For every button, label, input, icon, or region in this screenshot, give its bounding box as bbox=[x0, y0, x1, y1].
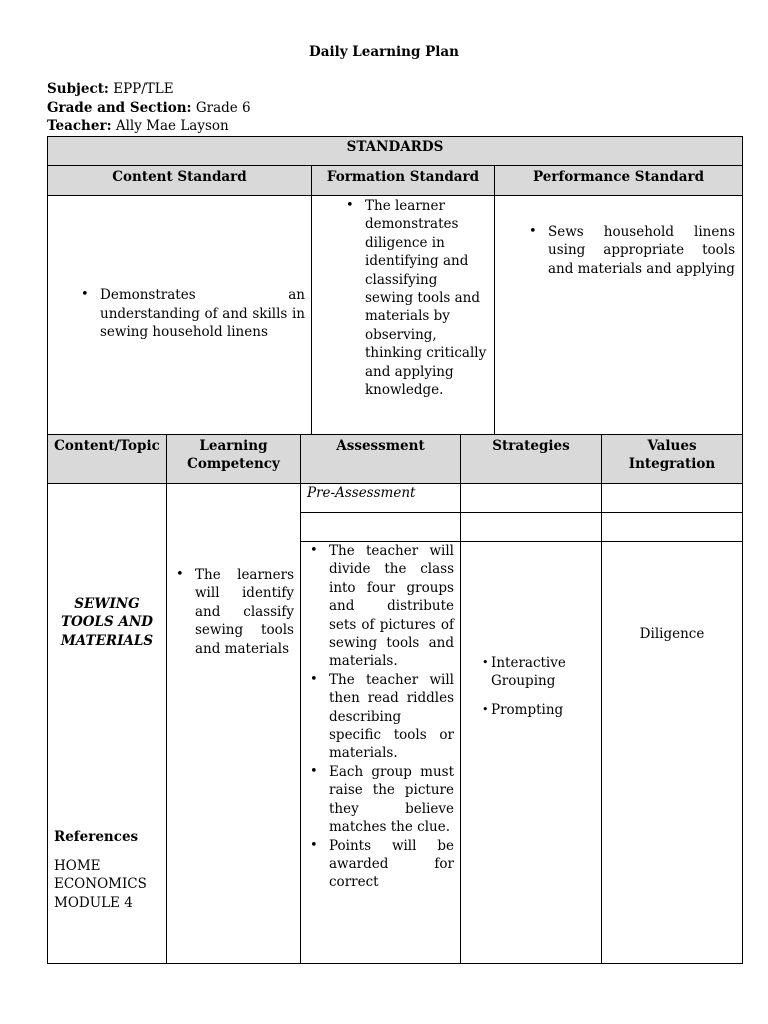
document-title: Daily Learning Plan bbox=[309, 44, 459, 60]
lesson-table bbox=[47, 434, 743, 964]
topic-text: SEWING TOOLS AND MATERIALS bbox=[60, 596, 154, 649]
strategies-empty-cell-2 bbox=[461, 513, 602, 542]
references-label: References bbox=[54, 829, 139, 845]
standards-heading: STANDARDS bbox=[48, 137, 743, 166]
learning-competency-header: Learning Competency bbox=[167, 435, 301, 484]
grade-line bbox=[47, 99, 251, 118]
teacher-line bbox=[47, 117, 251, 136]
strategy-item: • Interactive Grouping bbox=[482, 655, 566, 690]
grade-value: Grade 6 bbox=[195, 99, 251, 116]
content-topic-header: Content/Topic bbox=[48, 435, 167, 484]
values-empty-cell-2 bbox=[602, 513, 743, 542]
subject-value: EPP/TLE bbox=[113, 81, 174, 97]
formation-standard-text: • The learner demonstrates diligence in identifying and classifying sewing tools and materials by observing, thinking critically and applying knowledge. bbox=[341, 197, 488, 399]
teacher-label: Teacher: bbox=[47, 118, 112, 134]
assessment-item: • Points will be awarded for correct bbox=[305, 837, 454, 892]
references-value: HOME ECONOMICS MODULE 4 bbox=[54, 858, 147, 911]
assessment-item: • Each group must raise the picture they believe matches the clue. bbox=[305, 763, 454, 837]
standards-table bbox=[47, 136, 743, 435]
content-topic-cell bbox=[48, 484, 167, 964]
values-cell bbox=[602, 542, 743, 964]
assessment-header: Assessment bbox=[301, 435, 461, 484]
competency-text: • The learners will identify and classify sewing tools and materials bbox=[171, 566, 294, 658]
subject-label: Subject: bbox=[47, 81, 109, 97]
plan-meta bbox=[47, 80, 251, 136]
performance-standard-header: Performance Standard bbox=[495, 166, 743, 196]
strategies-empty-cell-1 bbox=[461, 484, 602, 513]
values-empty-cell-1 bbox=[602, 484, 743, 513]
values-text: Diligence bbox=[639, 626, 705, 642]
assessment-item: • The teacher will divide the class into four groups and distribute sets of pictures of sewing tools and materials. bbox=[305, 542, 454, 671]
strategies-cell bbox=[461, 542, 602, 964]
strategies-header: Strategies bbox=[461, 435, 602, 484]
grade-label: Grade and Section: bbox=[47, 99, 192, 116]
formation-standard-cell bbox=[312, 196, 495, 435]
subject-line bbox=[47, 80, 251, 99]
values-integration-header: Values Integration bbox=[602, 435, 743, 484]
assessment-item: • The teacher will then read riddles describing specific tools or materials. bbox=[305, 671, 454, 763]
strategy-item: • Prompting bbox=[482, 702, 564, 718]
content-standard-text: • Demonstrates an understanding of and skills in sewing household linens bbox=[76, 286, 305, 341]
performance-standard-text: • Sews household linens using appropriate tools and materials and applying bbox=[524, 223, 735, 278]
performance-standard-cell bbox=[495, 196, 743, 435]
assessment-activities-cell bbox=[301, 542, 461, 964]
content-standard-cell bbox=[48, 196, 312, 435]
content-standard-header: Content Standard bbox=[48, 166, 312, 196]
assessment-empty-cell bbox=[301, 513, 461, 542]
learning-competency-cell bbox=[167, 484, 301, 964]
pre-assessment-cell: Pre-Assessment bbox=[301, 484, 461, 513]
teacher-value: Ally Mae Layson bbox=[115, 118, 229, 134]
formation-standard-header: Formation Standard bbox=[312, 166, 495, 196]
